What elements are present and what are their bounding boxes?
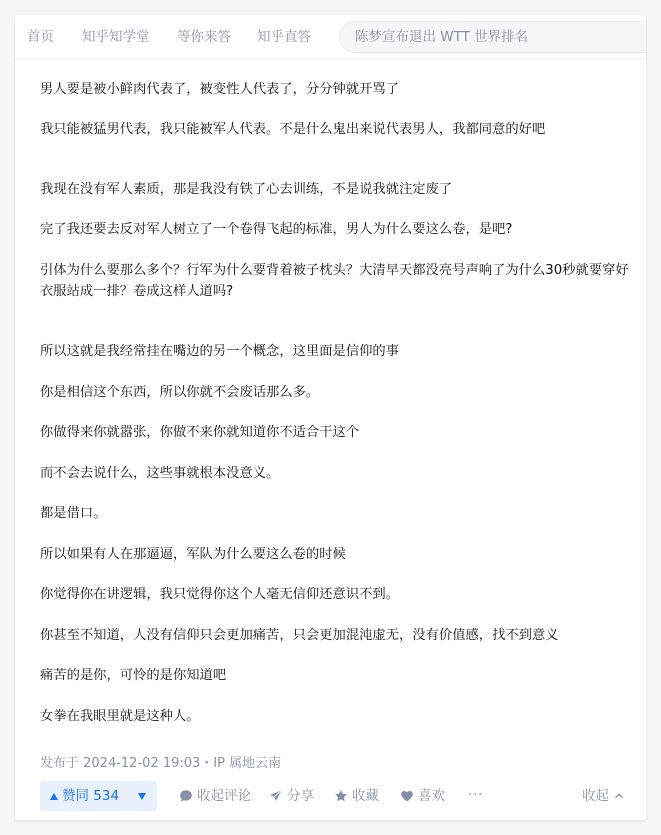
star-icon [334,789,348,803]
search-input[interactable] [339,21,646,53]
nav-zhida[interactable]: 知乎直答 [257,29,311,45]
search-placeholder: 陈梦宣布退出 WTT 世界排名 [355,29,529,45]
share-button[interactable] [269,788,314,804]
like-button[interactable] [400,788,445,804]
paper-plane-icon [269,789,283,803]
collapse-label: 收起 [582,788,609,804]
answer-paragraph: 所以这就是我经常挂在嘴边的另一个概念，这里面是信仰的事 [40,344,400,359]
answer-paragraph: 引体为什么要那么多个？行军为什么要背着被子枕头？大清早天都没亮号声响了为什么30秒就要穿好衣服站成一排？卷成这样人道吗? [40,263,629,299]
answer-paragraph: 痛苦的是你，可怜的是你知道吧 [40,668,227,683]
triangle-down-icon [138,793,146,800]
answer-card [15,15,646,820]
more-options-button[interactable]: ··· [468,788,484,803]
comment-toggle-label: 收起评论 [197,788,251,804]
answer-paragraph: 你觉得你在讲逻辑，我只觉得你这个人毫无信仰还意识不到。 [40,587,400,602]
answer-paragraph: 你甚至不知道，人没有信仰只会更加痛苦，只会更加混沌虚无，没有价值感，找不到意义 [40,628,559,643]
nav-home[interactable]: 首页 [27,29,54,45]
share-label: 分享 [287,788,314,804]
answer-paragraph: 都是借口。 [40,506,107,521]
upvote-button[interactable] [40,781,129,811]
publish-meta[interactable]: 发布于 2024-12-02 19:03・IP 属地云南 [40,756,282,771]
collapse-button[interactable] [582,788,625,804]
comment-bubble-icon [179,789,193,803]
heart-icon [400,789,414,803]
answer-paragraph: 完了我还要去反对军人树立了一个卷得飞起的标准，男人为什么要这么卷，是吧? [40,222,513,237]
answer-paragraph: 女拳在我眼里就是这种人。 [40,709,200,724]
like-label: 喜欢 [418,788,445,804]
nav-waiting-answers[interactable]: 等你来答 [177,29,231,45]
downvote-button[interactable] [127,781,157,811]
answer-paragraph: 所以如果有人在那逼逼，军队为什么要这么卷的时候 [40,547,346,562]
top-navigation [15,15,646,60]
answer-paragraph: 我现在没有军人素质，那是我没有铁了心去训练，不是说我就注定废了 [40,182,453,197]
action-bar [15,779,646,819]
answer-paragraph: 男人要是被小鲜肉代表了，被变性人代表了，分分钟就开骂了 [40,82,400,97]
answer-paragraph: 我只能被猛男代表，我只能被军人代表。不是什么鬼出来说代表男人，我都同意的好吧 [40,122,546,137]
nav-zhixuetang[interactable]: 知乎知学堂 [82,29,150,45]
answer-paragraph: 而不会去说什么，这些事就根本没意义。 [40,466,280,481]
comment-toggle-button[interactable] [179,788,251,804]
triangle-up-icon [50,793,58,800]
answer-paragraph: 你是相信这个东西，所以你就不会废话那么多。 [40,385,320,400]
favorite-button[interactable] [334,788,379,804]
answer-paragraph: 你做得来你就嚣张，你做不来你就知道你不适合干这个 [40,425,360,440]
chevron-up-icon [613,790,625,802]
upvote-label: 赞同 534 [62,788,120,804]
favorite-label: 收藏 [352,788,379,804]
